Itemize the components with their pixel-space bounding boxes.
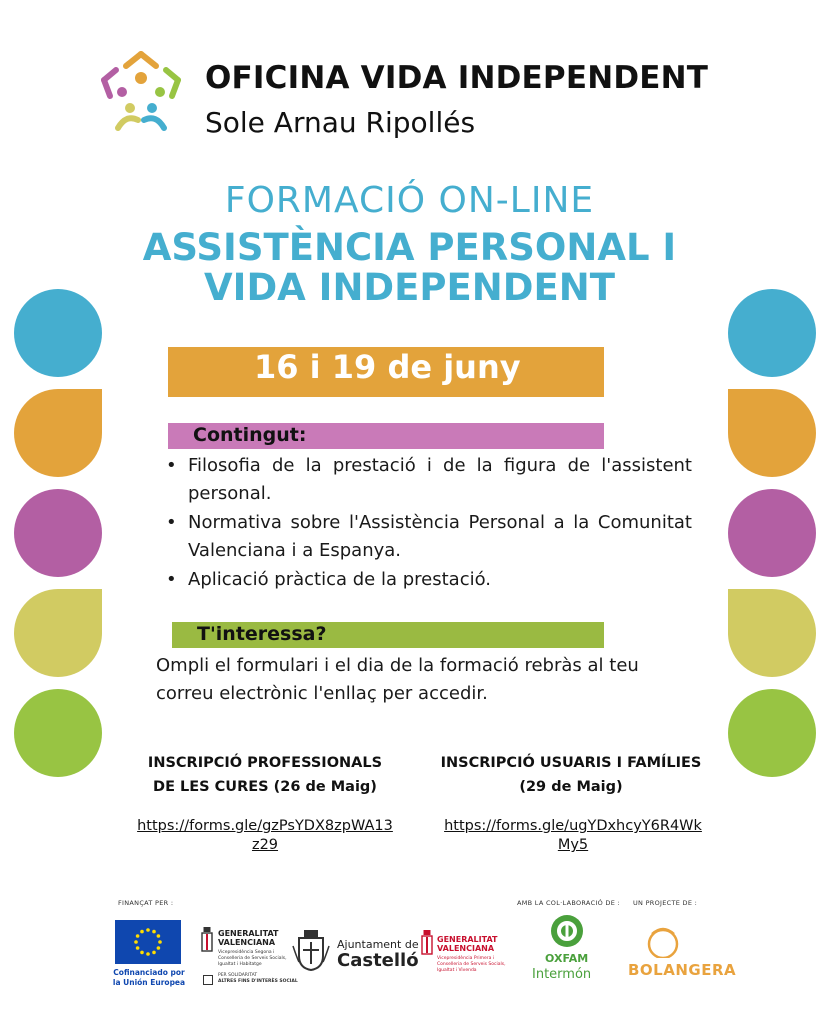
- registration-link-professionals[interactable]: https://forms.gle/gzPsYDX8zpWA13z29: [137, 818, 393, 853]
- financed-label: FINANÇAT PER :: [118, 899, 174, 907]
- decor-drop-orange-right: [728, 389, 816, 477]
- generalitat-dept-line2: Conselleria de Serveis Socials,: [218, 956, 287, 961]
- solidarity-label-line2: ALTRES FINS D'INTERÈS SOCIAL: [218, 979, 298, 984]
- registration-title-line2: (29 de Maig): [519, 779, 623, 795]
- generalitat-name-line2: VALENCIANA: [218, 938, 276, 947]
- registration-title-line1: INSCRIPCIÓ PROFESSIONALS: [147, 755, 383, 771]
- interest-heading: T'interessa?: [197, 623, 327, 645]
- generalitat2-dept-line3: Igualtat i Vivenda: [437, 968, 477, 973]
- generalitat2-name-line2: VALENCIANA: [437, 944, 495, 953]
- content-heading: Contingut:: [193, 424, 307, 446]
- organization-subtitle: Sole Arnau Ripollés: [205, 106, 476, 139]
- decor-circle-purple-left: [14, 489, 102, 577]
- generalitat-dept-line3: Igualtat i Habitatge: [218, 962, 262, 967]
- bolangera-logo-icon: [640, 922, 686, 958]
- intermon-label: Intermón: [532, 967, 592, 982]
- list-item: • Aplicació pràctica de la prestació.: [162, 566, 692, 594]
- generalitat-dept-line1: Vicepresidència Segona i: [218, 950, 275, 955]
- event-title-line1: ASSISTÈNCIA PERSONAL I: [142, 226, 677, 269]
- generalitat-crest-red-icon: [420, 928, 434, 958]
- generalitat-name-line1: GENERALITAT: [218, 929, 279, 938]
- castello-label: Castelló: [337, 950, 419, 971]
- generalitat2-name-line1: GENERALITAT: [437, 935, 498, 944]
- registration-title-line2: DE LES CURES (26 de Maig): [153, 779, 377, 795]
- oxfam-logo-icon: [550, 914, 584, 948]
- oficina-vida-independent-logo-icon: [96, 48, 186, 138]
- generalitat2-dept-line1: Vicepresidència Primera i: [437, 956, 495, 961]
- eu-cofinanced-text: Cofinanciado por la Unión Europea: [112, 968, 186, 987]
- list-item: • Normativa sobre l'Assistència Personal a la Comunitat Valenciana i a Espanya.: [162, 509, 692, 565]
- interest-text: Ompli el formulari i el dia de la formació rebràs al teu correu electrònic l'enllaç per accedir.: [156, 655, 639, 704]
- event-title-line2: VIDA INDEPENDENT: [204, 266, 615, 309]
- registration-users-families: [436, 751, 706, 799]
- decor-drop-yellow-right: [728, 589, 816, 677]
- list-item: • Filosofia de la prestació i de la figura de l'assistent personal.: [162, 452, 692, 508]
- checkbox-icon: [203, 975, 213, 985]
- eu-flag-icon: [115, 920, 181, 964]
- generalitat2-dept-line2: Conselleria de Serveis Socials,: [437, 962, 506, 967]
- castello-coat-of-arms-icon: [291, 928, 331, 972]
- decor-circle-blue-left: [14, 289, 102, 377]
- decor-drop-yellow-left: [14, 589, 102, 677]
- event-date: 16 i 19 de juny: [254, 348, 521, 386]
- decor-circle-green-left: [14, 689, 102, 777]
- ajuntament-label: Ajuntament de: [337, 938, 419, 951]
- registration-link-users[interactable]: https://forms.gle/ugYDxhcyY6R4WkMy5: [444, 818, 702, 853]
- content-list: [162, 452, 692, 595]
- oxfam-label: OXFAM: [545, 952, 589, 965]
- registration-professionals: [130, 751, 400, 799]
- event-kicker: FORMACIÓ ON-LINE: [224, 180, 595, 221]
- generalitat-crest-icon: [200, 925, 214, 955]
- collaboration-label: AMB LA COL·LABORACIÓ DE :: [517, 899, 620, 907]
- decor-circle-blue-right: [728, 289, 816, 377]
- registration-title-line1: INSCRIPCIÓ USUARIS I FAMÍLIES: [440, 755, 702, 771]
- project-label: UN PROJECTE DE :: [633, 899, 698, 907]
- solidarity-label-line1: PER SOLIDARITAT: [218, 973, 258, 978]
- bolangera-label: BOLANGERA: [628, 961, 737, 979]
- decor-circle-purple-right: [728, 489, 816, 577]
- decor-circle-green-right: [728, 689, 816, 777]
- decor-drop-orange-left: [14, 389, 102, 477]
- organization-title: OFICINA VIDA INDEPENDENT: [205, 60, 709, 96]
